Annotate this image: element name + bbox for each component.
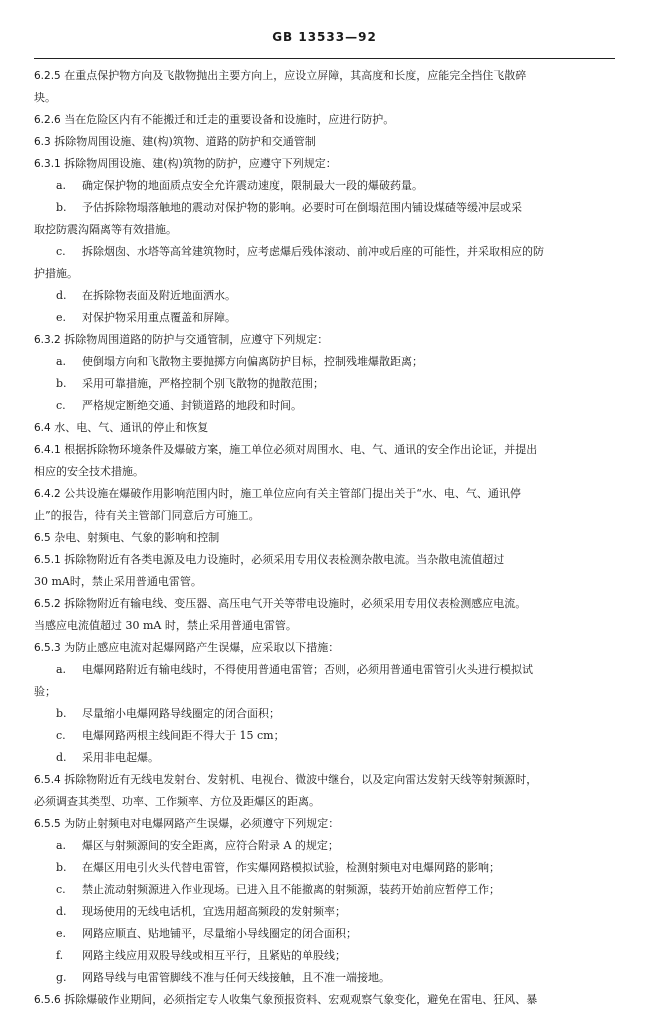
clause-line — [34, 527, 615, 549]
line-text: 电爆网路附近有输电线时，不得使用普通电雷管；否则，必须用普通电雷管引火头进行模拟试 — [82, 663, 533, 676]
list-item — [34, 373, 615, 395]
continuation-line — [34, 791, 615, 813]
item-label: a. — [56, 663, 67, 676]
line-text: 拆除物周围设施、建(构)筑物的防护，应遵守下列规定： — [64, 157, 337, 170]
line-text: 网路导线与电雷管脚线不准与任何天线接触，且不准一端接地。 — [82, 971, 390, 984]
line-text: 必须调查其类型、功率、工作频率、方位及距爆区的距离。 — [34, 795, 320, 808]
document-body — [34, 65, 615, 1011]
line-text: 采用可靠措施，严格控制个别飞散物的抛散范围； — [82, 377, 324, 390]
item-label: c. — [56, 883, 66, 896]
clause-number: 6.4.2 — [34, 488, 61, 500]
line-text: 网路应顺直、贴地铺平，尽量缩小导线圈定的闭合面积； — [82, 927, 357, 940]
list-item — [34, 241, 615, 263]
continuation-line — [34, 219, 615, 241]
list-item — [34, 923, 615, 945]
line-text: 验； — [34, 685, 56, 698]
list-item — [34, 285, 615, 307]
continuation-line — [34, 681, 615, 703]
clause-number: 6.3.2 — [34, 334, 61, 346]
clause-number: 6.3.1 — [34, 158, 61, 170]
item-label: e. — [56, 927, 67, 940]
clause-line — [34, 769, 615, 791]
list-item — [34, 395, 615, 417]
item-label: c. — [56, 729, 66, 742]
line-text: 当感应电流值超过 30 mA 时，禁止采用普通电雷管。 — [34, 619, 297, 632]
clause-line — [34, 131, 615, 153]
item-label: b. — [56, 377, 67, 390]
line-text: 拆除物周围设施、建(构)筑物、道路的防护和交通管制 — [54, 135, 316, 148]
line-text: 网路主线应用双股导线或相互平行，且紧贴的单股线； — [82, 949, 346, 962]
list-item — [34, 747, 615, 769]
item-label: e. — [56, 311, 67, 324]
line-text: 当在危险区内有不能搬迁和迁走的重要设备和设施时，应进行防护。 — [64, 113, 395, 126]
item-label: g. — [56, 971, 67, 984]
line-text: 止”的报告，待有关主管部门同意后方可施工。 — [34, 509, 260, 522]
line-text: 拆除物附近有无线电发射台、发射机、电视台、微波中继台，以及定向雷达发射天线等射频源时， — [64, 773, 538, 786]
line-text: 拆除物附近有各类电源及电力设施时，必须采用专用仪表检测杂散电流。当杂散电流值超过 — [64, 553, 505, 566]
clause-number: 6.5.2 — [34, 598, 61, 610]
clause-line — [34, 637, 615, 659]
continuation-line — [34, 571, 615, 593]
clause-line — [34, 109, 615, 131]
clause-line — [34, 813, 615, 835]
line-text: 在爆区用电引火头代替电雷管，作实爆网路模拟试验，检测射频电对电爆网路的影响； — [82, 861, 500, 874]
line-text: 禁止流动射频源进入作业现场。已进入且不能撤离的射频源，装药开始前应暂停工作； — [82, 883, 500, 896]
list-item — [34, 659, 615, 681]
line-text: 块。 — [34, 91, 56, 104]
line-text: 杂电、射频电、气象的影响和控制 — [54, 531, 220, 544]
item-label: f. — [56, 949, 64, 962]
line-text: 尽量缩小电爆网路导线圈定的闭合面积； — [82, 707, 280, 720]
item-label: b. — [56, 861, 67, 874]
clause-line — [34, 329, 615, 351]
clause-line — [34, 989, 615, 1011]
clause-number: 6.5.4 — [34, 774, 61, 786]
line-text: 水、电、气、通讯的停止和恢复 — [54, 421, 209, 434]
line-text: 确定保护物的地面质点安全允许震动速度，限制最大一段的爆破药量。 — [82, 179, 423, 192]
item-label: c. — [56, 399, 66, 412]
line-text: 严格规定断绝交通、封锁道路的地段和时间。 — [82, 399, 302, 412]
clause-line — [34, 549, 615, 571]
line-text: 为防止感应电流对起爆网路产生误爆，应采取以下措施： — [64, 641, 340, 654]
continuation-line — [34, 87, 615, 109]
clause-number: 6.2.5 — [34, 70, 61, 82]
clause-line — [34, 65, 615, 87]
line-text: 为防止射频电对电爆网路产生误爆，必须遵守下列规定： — [64, 817, 340, 830]
line-text: 公共设施在爆破作用影响范围内时，施工单位应向有关主管部门提出关于“水、电、气、通讯停 — [64, 487, 521, 500]
line-text: 对保护物采用重点覆盖和屏障。 — [82, 311, 236, 324]
line-text: 在拆除物表面及附近地面洒水。 — [82, 289, 236, 302]
clause-line — [34, 593, 615, 615]
list-item — [34, 197, 615, 219]
line-text: 相应的安全技术措施。 — [34, 465, 144, 478]
list-item — [34, 835, 615, 857]
line-text: 爆区与射频源间的安全距离，应符合附录 A 的规定； — [82, 839, 339, 852]
clause-number: 6.2.6 — [34, 114, 61, 126]
list-item — [34, 901, 615, 923]
line-text: 在重点保护物方向及飞散物抛出主要方向上，应设立屏障，其高度和长度，应能完全挡住飞散碎 — [64, 69, 527, 82]
clause-line — [34, 417, 615, 439]
line-text: 拆除烟囱、水塔等高耸建筑物时，应考虑爆后残体滚动、前冲或后座的可能性，并采取相应的防 — [82, 245, 544, 258]
continuation-line — [34, 461, 615, 483]
list-item — [34, 945, 615, 967]
page-header: GB 13533—92 — [272, 30, 377, 44]
line-text: 拆除物附近有输电线、变压器、高压电气开关等带电设施时，必须采用专用仪表检测感应电流。 — [64, 597, 527, 610]
clause-number: 6.5 — [34, 532, 51, 544]
list-item — [34, 857, 615, 879]
item-label: a. — [56, 355, 67, 368]
line-text: 30 mA时，禁止采用普通电雷管。 — [34, 575, 202, 588]
continuation-line — [34, 615, 615, 637]
item-label: c. — [56, 245, 66, 258]
item-label: b. — [56, 201, 67, 214]
continuation-line — [34, 263, 615, 285]
line-text: 采用非电起爆。 — [82, 751, 159, 764]
list-item — [34, 351, 615, 373]
line-text: 根据拆除物环境条件及爆破方案，施工单位必须对周围水、电、气、通讯的安全作出论证，并提出 — [64, 443, 538, 456]
clause-number: 6.4.1 — [34, 444, 61, 456]
line-text: 拆除物周围道路的防护与交通管制，应遵守下列规定： — [64, 333, 329, 346]
line-text: 取挖防震沟隔离等有效措施。 — [34, 223, 177, 236]
continuation-line — [34, 505, 615, 527]
clause-number: 6.4 — [34, 422, 51, 434]
list-item — [34, 967, 615, 989]
line-text: 拆除爆破作业期间，必须指定专人收集气象预报资料、宏观观察气象变化，避免在雷电、狂风、暴 — [64, 993, 538, 1006]
list-item — [34, 703, 615, 725]
line-text: 现场使用的无线电话机，宜选用超高频段的发射频率； — [82, 905, 346, 918]
item-label: a. — [56, 839, 67, 852]
item-label: b. — [56, 707, 67, 720]
clause-number: 6.5.6 — [34, 994, 61, 1006]
line-text: 使倒塌方向和飞散物主要抛掷方向偏离防护目标，控制残堆爆散距离； — [82, 355, 423, 368]
list-item — [34, 879, 615, 901]
clause-line — [34, 439, 615, 461]
clause-number: 6.3 — [34, 136, 51, 148]
clause-line — [34, 483, 615, 505]
clause-line — [34, 153, 615, 175]
item-label: d. — [56, 751, 67, 764]
clause-number: 6.5.1 — [34, 554, 61, 566]
list-item — [34, 307, 615, 329]
clause-number: 6.5.3 — [34, 642, 61, 654]
list-item — [34, 175, 615, 197]
item-label: d. — [56, 905, 67, 918]
list-item — [34, 725, 615, 747]
line-text: 护措施。 — [34, 267, 78, 280]
item-label: d. — [56, 289, 67, 302]
clause-number: 6.5.5 — [34, 818, 61, 830]
item-label: a. — [56, 179, 67, 192]
header-rule — [34, 58, 615, 59]
line-text: 电爆网路两根主线间距不得大于 15 cm； — [82, 729, 285, 742]
line-text: 予估拆除物塌落触地的震动对保护物的影响。必要时可在倒塌范围内铺设煤碴等缓冲层或采 — [82, 201, 522, 214]
